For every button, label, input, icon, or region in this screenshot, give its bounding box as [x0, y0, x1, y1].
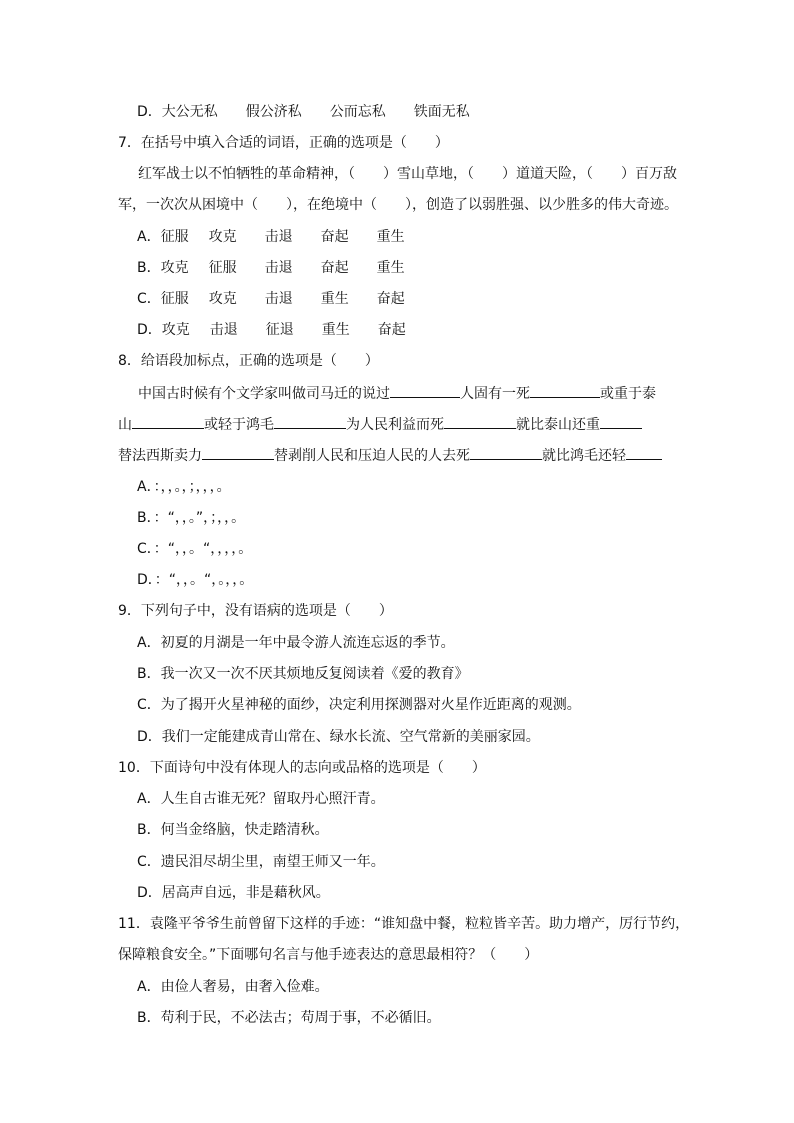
q10-option-b: B．何当金络脑，快走踏清秋。 — [137, 822, 329, 838]
q7-option-c-word: 击退 — [264, 291, 293, 307]
q7-option-a — [137, 227, 794, 247]
q10-option-a: A．人生自古谁无死？留取丹心照汗青。 — [137, 791, 385, 807]
q8-text-segment: 中国古时候有个文学家叫做司马迁的说过 — [138, 386, 390, 402]
q7-option-a-word: 重生 — [376, 229, 405, 245]
q7-paragraph-line-1: 红军战士以不怕牺牲的革命精神，（ ）雪山草地，（ ）道道天险，（ ）百万敌 — [138, 166, 677, 182]
q7-option-a-word: 攻克 — [208, 229, 237, 245]
q8-text-segment: 就比鸿毛还轻 — [542, 448, 626, 464]
q7-option-c-word: 攻克 — [208, 291, 237, 307]
q7-option-a-word: 奋起 — [320, 229, 349, 245]
q9-stem: 9．下列句子中，没有语病的选项是（ ） — [118, 603, 393, 619]
q7-option-b-word: 击退 — [264, 260, 293, 276]
q8-stem: 8．给语段加标点，正确的选项是（ ） — [118, 353, 379, 369]
q8-text-segment: 或重于泰 — [600, 386, 656, 402]
answer-blank — [390, 383, 460, 398]
q7-option-d-word: 征退 — [265, 322, 294, 338]
q7-option-a-word: 击退 — [264, 229, 293, 245]
q7-option-d-word: 奋起 — [377, 322, 406, 338]
q8-text-segment: 替法西斯卖力 — [118, 448, 202, 464]
q7-paragraph-line-2: 军，一次次从困境中（ ），在绝境中（ ），创造了以弱胜强、以少胜多的伟大奇迹。 — [118, 197, 678, 213]
answer-blank — [470, 445, 542, 460]
q6-option-d-label: D．大公无私 — [137, 104, 218, 120]
q9-option-a: A．初夏的月湖是一年中最令游人流连忘返的季节。 — [137, 635, 455, 651]
answer-blank — [132, 414, 204, 429]
q11-option-a: A．由俭人奢易，由奢入俭难。 — [137, 979, 329, 995]
q10-option-d: D．居高声自远，非是藉秋风。 — [137, 885, 330, 901]
q11-stem-line-1: 11．袁隆平爷爷生前曾留下这样的手迹：“谁知盘中餐，粒粒皆辛苦。助力增产，厉行节约， — [118, 916, 690, 932]
q7-option-d-label: D．攻克 — [137, 322, 190, 338]
q8-option-a: A．：，，。，；，，，。 — [137, 479, 231, 495]
q8-option-c: C．：“，，。“，，，，。 — [137, 541, 253, 557]
q8-paragraph-line-2 — [118, 414, 794, 435]
answer-blank — [274, 414, 346, 429]
q8-text-segment: 就比泰山还重 — [516, 417, 600, 433]
q7-option-b-label: B．攻克 — [137, 260, 189, 276]
q7-option-b-word: 奋起 — [320, 260, 349, 276]
q9-option-b: B．我一次又一次不厌其烦地反复阅读着《爱的教育》 — [137, 666, 469, 682]
q8-paragraph-line-1 — [138, 383, 794, 404]
q8-text-segment: 替剥削人民和压迫人民的人去死 — [274, 448, 470, 464]
answer-blank — [600, 414, 642, 429]
q7-option-d-word: 击退 — [209, 322, 238, 338]
q8-paragraph-line-3 — [118, 445, 794, 466]
q7-option-d — [137, 320, 794, 340]
q8-text-segment: 人固有一死 — [460, 386, 530, 402]
q7-option-c — [137, 289, 794, 309]
q10-stem: 10．下面诗句中没有体现人的志向或品格的选项是（ ） — [118, 760, 486, 776]
q7-option-d-word: 重生 — [321, 322, 350, 338]
q7-option-c-word: 奋起 — [376, 291, 405, 307]
q7-option-c-word: 重生 — [320, 291, 349, 307]
q10-option-c: C．遗民泪尽胡尘里，南望王师又一年。 — [137, 854, 385, 870]
q7-option-b-word: 征服 — [208, 260, 237, 276]
q9-option-d: D．我们一定能建成青山常在、绿水长流、空气常新的美丽家园。 — [137, 729, 540, 745]
q11-option-b: B．苟利于民，不必法古；苟周于事，不必循旧。 — [137, 1010, 441, 1026]
answer-blank — [444, 414, 516, 429]
q6-option-d — [137, 102, 794, 122]
q6-option-d-word-4: 铁面无私 — [413, 104, 470, 120]
q7-stem: 7．在括号中填入合适的词语，正确的选项是（ ） — [118, 135, 449, 151]
q8-text-segment: 为人民利益而死 — [346, 417, 444, 433]
q11-stem-line-2: 保障粮食安全。”下面哪句名言与他手迹表达的意思最相符？（ ） — [118, 947, 539, 963]
q7-option-a-label: A．征服 — [137, 229, 189, 245]
q8-text-segment: 山 — [118, 417, 132, 433]
q8-text-segment: 或轻于鸿毛 — [204, 417, 274, 433]
q8-option-d: D．：“，，。“，。，，。 — [137, 572, 254, 588]
answer-blank — [626, 445, 662, 460]
q7-option-b-word: 重生 — [376, 260, 405, 276]
q6-option-d-word-2: 假公济私 — [245, 104, 302, 120]
q7-option-c-label: C．征服 — [137, 291, 189, 307]
q9-option-c: C．为了揭开火星神秘的面纱，决定利用探测器对火星作近距离的观测。 — [137, 697, 581, 713]
q6-option-d-word-3: 公而忘私 — [329, 104, 386, 120]
q7-option-b — [137, 258, 794, 278]
q8-option-b: B．：“，，。”，；，，。 — [137, 510, 246, 526]
answer-blank — [202, 445, 274, 460]
answer-blank — [530, 383, 600, 398]
